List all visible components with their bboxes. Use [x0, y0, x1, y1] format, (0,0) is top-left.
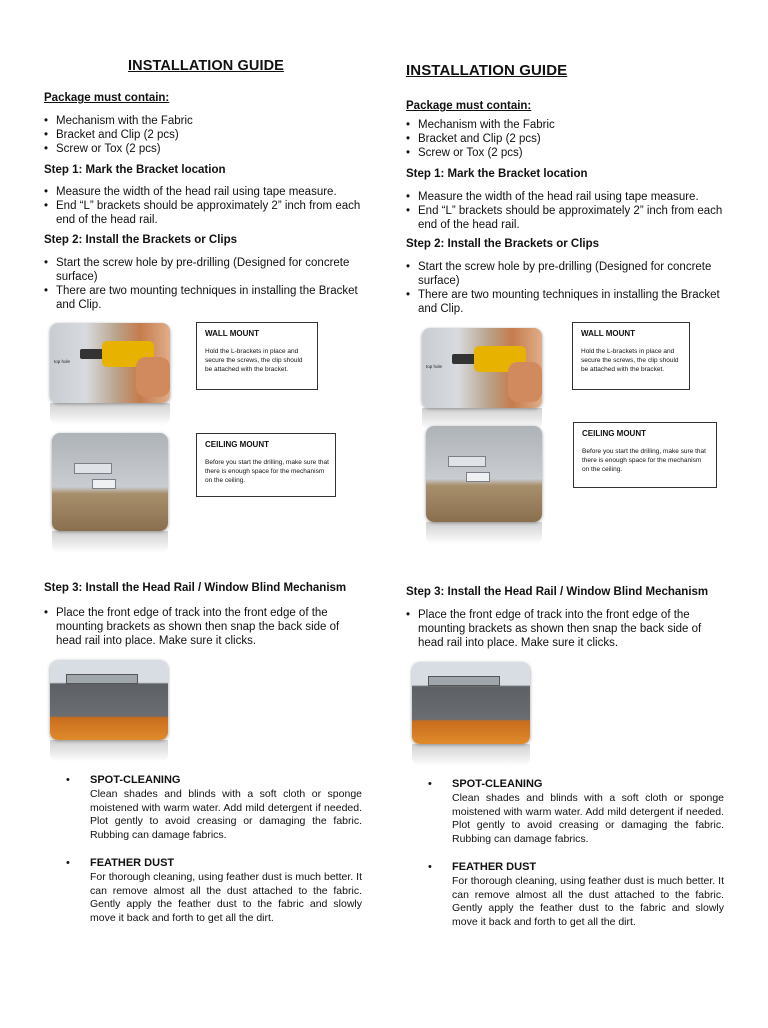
ceiling-mount-box	[573, 422, 717, 488]
wall-mount-box	[572, 322, 690, 390]
hand	[508, 362, 542, 402]
bracket-clip	[92, 479, 116, 489]
bullet: •	[66, 857, 70, 869]
step3-list	[406, 608, 706, 650]
ceiling-mount-photo	[426, 426, 542, 522]
ceiling-mount-box	[196, 433, 336, 497]
drill-chuck	[452, 354, 476, 364]
step1-list	[406, 190, 726, 232]
list-item: • Screw or Tox (2 pcs)	[44, 142, 364, 156]
care-heading: SPOT-CLEANING	[452, 778, 543, 790]
care-heading: FEATHER DUST	[452, 861, 537, 873]
list-item: • End “L” brackets should be approximately 2” inch from each end of the head rail.	[406, 204, 726, 232]
bracket-clip	[466, 472, 490, 482]
wall-mount-photo	[422, 328, 542, 408]
wall-mount-text: Hold the L-brackets in place and secure the screws, the clip should be attached with the bracket.	[581, 348, 679, 373]
list-item: • There are two mounting techniques in installing the Bracket and Clip.	[406, 288, 726, 316]
list-item: • Place the front edge of track into the front edge of the mounting brackets as shown then snap the back side of head rail into place. Make sure it clicks.	[406, 608, 706, 650]
ceiling-mount-text: Before you start the drilling, make sure that there is enough space for the mechanism on the ceiling.	[205, 459, 329, 484]
package-list	[44, 114, 364, 156]
step2-list	[406, 260, 726, 316]
care-text: Clean shades and blinds with a soft cloth or sponge moistened with warm water. Add mild detergent if needed. Plot gently to avoid creasing or damaging the fabric. Rubbing can damage fabrics.	[452, 792, 724, 845]
step3-heading: Step 3: Install the Head Rail / Window Blind Mechanism	[44, 582, 347, 594]
guide-column-right	[406, 4, 736, 1028]
care-heading: SPOT-CLEANING	[90, 774, 181, 786]
photo-reflection	[50, 403, 170, 425]
drill-photo-label: top hole	[54, 359, 71, 364]
list-item: • Start the screw hole by pre-drilling (Designed for concrete surface)	[406, 260, 726, 288]
wall-mount-title: WALL MOUNT	[205, 329, 260, 338]
step2-list	[44, 256, 364, 312]
bracket-clip	[74, 463, 112, 474]
list-item: • End “L” brackets should be approximately 2” inch from each end of the head rail.	[44, 199, 364, 227]
bullet: •	[428, 861, 432, 873]
list-item: • Place the front edge of track into the front edge of the mounting brackets as shown then snap the back side of head rail into place. Make sure it clicks.	[44, 606, 344, 648]
mounting-bracket	[428, 676, 500, 686]
step3-heading: Step 3: Install the Head Rail / Window Blind Mechanism	[406, 586, 709, 598]
drill-chuck	[80, 349, 104, 359]
package-heading: Package must contain:	[44, 92, 170, 104]
list-item: • There are two mounting techniques in installing the Bracket and Clip.	[44, 284, 364, 312]
head-rail-photo	[50, 660, 168, 740]
bracket-clip	[448, 456, 486, 467]
care-text: Clean shades and blinds with a soft cloth or sponge moistened with warm water. Add mild detergent if needed. Plot gently to avoid creasing or damaging the fabric. Rubbing can damage fabrics.	[90, 788, 362, 841]
ceiling-mount-text: Before you start the drilling, make sure that there is enough space for the mechanism on the ceiling.	[582, 448, 706, 473]
ceiling-mount-title: CEILING MOUNT	[582, 429, 646, 438]
step2-heading: Step 2: Install the Brackets or Clips	[44, 234, 238, 246]
step1-heading: Step 1: Mark the Bracket location	[406, 168, 588, 180]
page-title: INSTALLATION GUIDE	[406, 62, 568, 79]
page-title: INSTALLATION GUIDE	[128, 58, 284, 74]
wall-mount-text: Hold the L-brackets in place and secure the screws, the clip should be attached with the bracket.	[205, 348, 303, 373]
head-rail-photo	[412, 662, 530, 744]
photo-reflection	[50, 740, 168, 762]
photo-reflection	[426, 522, 542, 544]
wall-mount-photo	[50, 323, 170, 403]
care-text: For thorough cleaning, using feather dust is much better. It can remove almost all the dust attached to the fabric. Gently apply the feather dust to the fabric and slowly move it back and forth to get all the dirt.	[452, 875, 724, 928]
list-item: • Measure the width of the head rail using tape measure.	[44, 185, 364, 199]
photo-reflection	[52, 531, 168, 553]
care-heading: FEATHER DUST	[90, 857, 175, 869]
guide-column-left	[44, 0, 374, 1024]
step1-heading: Step 1: Mark the Bracket location	[44, 164, 226, 176]
bullet: •	[66, 774, 70, 786]
list-item: • Bracket and Clip (2 pcs)	[406, 132, 726, 146]
step2-heading: Step 2: Install the Brackets or Clips	[406, 238, 600, 250]
step3-list	[44, 606, 344, 648]
care-text: For thorough cleaning, using feather dust is much better. It can remove almost all the dust attached to the fabric. Gently apply the feather dust to the fabric and slowly move it back and forth to get all the dirt.	[90, 871, 362, 924]
wall-mount-title: WALL MOUNT	[581, 329, 636, 338]
drill-photo-label: top hole	[426, 364, 443, 369]
list-item: • Bracket and Clip (2 pcs)	[44, 128, 364, 142]
list-item: • Mechanism with the Fabric	[406, 118, 726, 132]
package-list	[406, 118, 726, 160]
list-item: • Mechanism with the Fabric	[44, 114, 364, 128]
ceiling-mount-title: CEILING MOUNT	[205, 440, 269, 449]
list-item: • Start the screw hole by pre-drilling (Designed for concrete surface)	[44, 256, 364, 284]
mounting-bracket	[66, 674, 138, 684]
bullet: •	[428, 778, 432, 790]
hand	[136, 357, 170, 397]
list-item: • Measure the width of the head rail using tape measure.	[406, 190, 726, 204]
ceiling-mount-photo	[52, 433, 168, 531]
list-item: • Screw or Tox (2 pcs)	[406, 146, 726, 160]
photo-reflection	[412, 744, 530, 766]
package-heading: Package must contain:	[406, 100, 532, 112]
step1-list	[44, 185, 364, 227]
wall-mount-box	[196, 322, 318, 390]
